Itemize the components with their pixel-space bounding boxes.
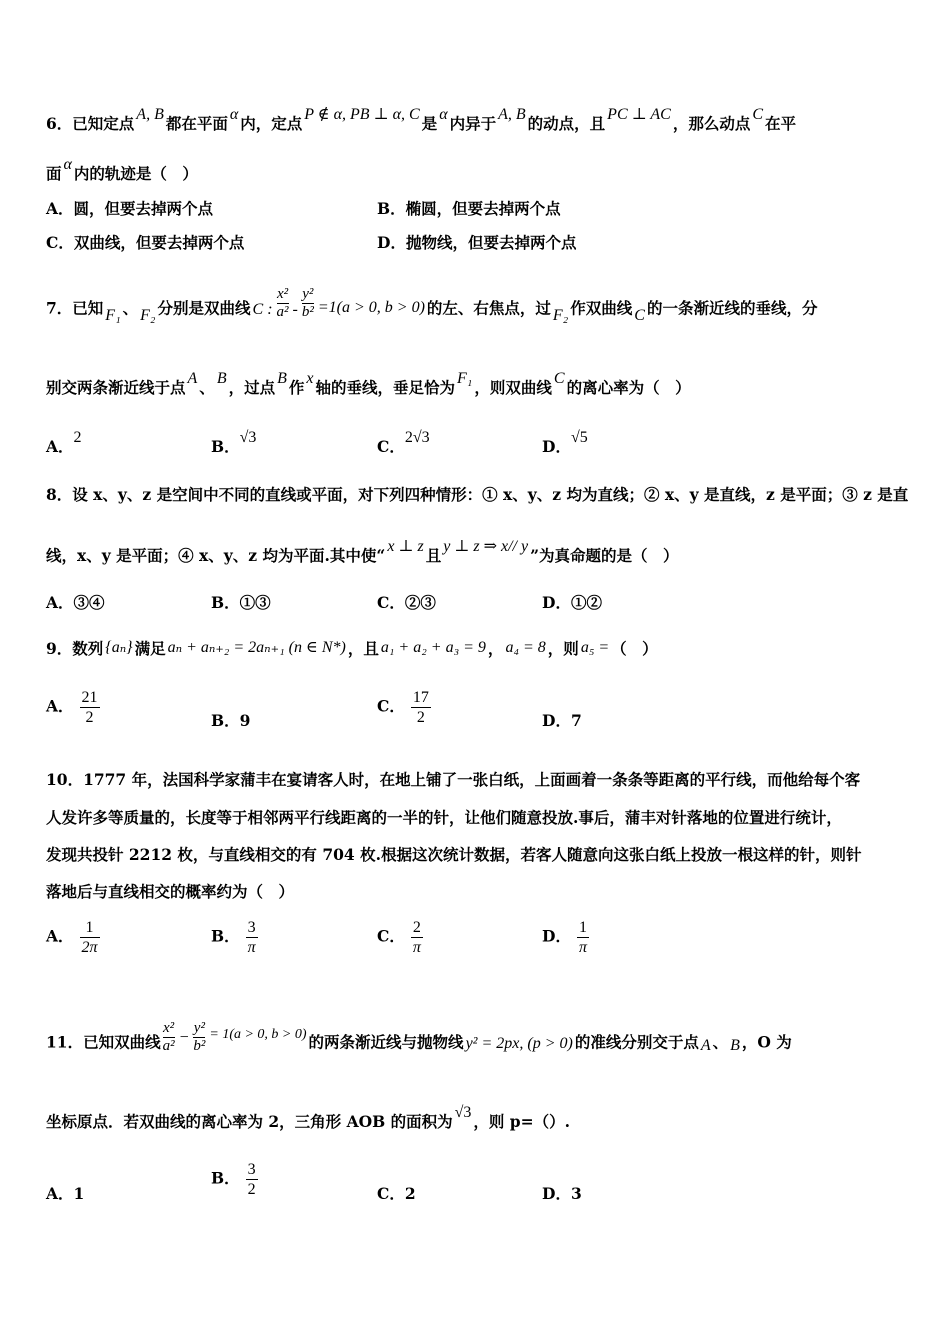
q8-option-b: B．①③	[211, 593, 271, 612]
option-label: A．	[46, 437, 74, 456]
q8-option-d: D．①②	[542, 593, 602, 612]
option-label: C．	[377, 437, 405, 456]
q8-math: x ⊥ z	[387, 538, 424, 555]
q6-text: 在平	[765, 114, 797, 133]
q6-option-c: C．双曲线，但要去掉两个点	[46, 233, 245, 252]
q6-stem-line-1	[46, 106, 910, 135]
q11-denominator: a²	[162, 1038, 175, 1054]
q11-fraction-y	[193, 1020, 205, 1055]
option-label: A．	[46, 696, 74, 716]
q7-stem-line-2	[46, 370, 910, 399]
q6-math: A, B	[498, 106, 526, 123]
option-fraction	[577, 918, 589, 957]
q7-text: 别交两条渐近线于点	[46, 378, 186, 397]
q11-text: 的两条渐近线与抛物线	[308, 1032, 464, 1052]
q6-text: 内的轨迹是（ ）	[73, 164, 198, 183]
q6-math: α	[229, 106, 239, 123]
q7-math: C	[634, 306, 645, 324]
q10-option-c	[377, 918, 423, 957]
q8-text: 线，x、y 是平面；④ x、y、z 均为平面.其中使“	[46, 546, 386, 565]
q9-option-a	[46, 688, 100, 727]
q11-math: B	[730, 1036, 740, 1054]
q9-text: ，且	[347, 639, 379, 658]
option-label: D．	[542, 926, 571, 946]
q7-math: C	[553, 370, 565, 387]
q6-math: α	[439, 106, 448, 123]
denominator: 2	[247, 1181, 256, 1198]
numerator: 1	[578, 919, 587, 936]
q6-stem-line-2	[46, 156, 910, 185]
q6-option-d: D．抛物线，但要去掉两个点	[377, 233, 577, 252]
q6-text: 6．已知定点	[46, 114, 135, 133]
q11-fraction-x	[163, 1020, 175, 1055]
q11-option-a: A．1	[46, 1184, 85, 1203]
q7-math: B	[216, 370, 227, 387]
q7-stem-line-1	[46, 286, 910, 327]
option-fraction	[80, 688, 100, 727]
denominator: π	[578, 939, 587, 956]
q6-math: P ∉ α, PB ⊥ α, C	[304, 106, 420, 123]
option-label: B．	[211, 926, 240, 946]
q10-stem-line-3: 发现共投针 2212 枚，与直线相交的有 704 枚.根据这次统计数据，若客人随意向这张白纸上投放一根这样的针，则针	[46, 845, 862, 864]
numerator: 3	[247, 919, 256, 936]
q9-stem-line-1	[46, 639, 910, 660]
option-fraction	[246, 918, 258, 957]
q7-option-b	[211, 429, 257, 458]
q6-option-b: B．椭圆，但要去掉两个点	[377, 199, 561, 218]
q7-math: F₁	[457, 370, 473, 387]
option-fraction	[411, 688, 431, 727]
option-value: √3	[239, 429, 257, 446]
option-label: C．	[377, 926, 405, 946]
q11-numerator: x²	[163, 1020, 175, 1036]
option-value: √5	[570, 429, 588, 446]
q6-option-a: A．圆，但要去掉两个点	[46, 199, 214, 218]
q11-stem-line-1	[46, 1020, 910, 1061]
denominator: 2π	[81, 939, 98, 956]
q7-text: ，过点	[228, 378, 276, 397]
q7-math: F₂	[140, 306, 156, 324]
q9-text: 满足	[134, 639, 166, 658]
q8-text: 且	[425, 546, 442, 565]
q10-option-b	[211, 918, 258, 957]
option-label: B．	[211, 1168, 240, 1188]
q11-option-c: C．2	[377, 1184, 416, 1203]
q7-math: A	[187, 370, 198, 387]
q11-math: = 1(a > 0, b > 0)	[209, 1026, 307, 1042]
q8-option-a: A．③④	[46, 593, 105, 612]
denominator: π	[247, 939, 256, 956]
q7-text: ，则双曲线	[474, 378, 552, 397]
q7-option-d	[542, 429, 588, 458]
option-value: 2√3	[404, 429, 430, 446]
q7-text: 的离心率为（ ）	[566, 378, 691, 397]
q10-stem-line-2: 人发许多等质量的，长度等于相邻两平行线距离的一半的针，让他们随意投放.事后，蒲丰对针落地的位置进行统计，	[46, 808, 842, 827]
numerator: 1	[85, 919, 94, 936]
q6-text: 都在平面	[165, 114, 228, 133]
q7-math: x	[306, 370, 314, 387]
q7-math: -	[292, 300, 298, 318]
q11-text: ，则 p=（）.	[473, 1112, 571, 1131]
q7-text: 轴的垂线，垂足恰为	[315, 378, 456, 397]
numerator: 21	[81, 689, 98, 706]
q11-stem-line-2	[46, 1104, 910, 1133]
q6-text: 内异于	[449, 114, 497, 133]
q9-text: 9．数列	[46, 639, 104, 658]
q7-text: 作双曲线	[570, 298, 633, 318]
q6-math: C	[752, 106, 764, 123]
q7-denominator: a²	[276, 304, 289, 320]
q8-stem-line-2	[46, 538, 910, 567]
q9-text: （ ）	[611, 639, 658, 658]
q7-option-a	[46, 429, 82, 458]
q9-math: {aₙ}	[105, 639, 133, 656]
option-label: D．	[542, 437, 571, 456]
option-fraction	[80, 918, 100, 957]
q10-option-d	[542, 918, 589, 957]
q8-option-c: C．②③	[377, 593, 436, 612]
q11-option-d: D．3	[542, 1184, 582, 1203]
q9-option-c	[377, 688, 431, 727]
q9-text: ，	[487, 639, 504, 658]
q8-text: ”为真命题的是（ ）	[530, 546, 679, 565]
q11-text: 、	[712, 1032, 729, 1052]
denominator: 2	[416, 709, 425, 726]
q6-text: 面	[46, 164, 62, 183]
q7-text: 的左、右焦点，过	[426, 298, 551, 318]
q11-numerator: y²	[193, 1020, 205, 1036]
q11-math: −	[178, 1028, 190, 1046]
q7-text: 作	[288, 378, 305, 397]
q6-text: 的动点，且	[527, 114, 606, 133]
q9-math: a₅ =	[580, 639, 610, 656]
q6-text: ，那么动点	[672, 114, 751, 133]
q8-stem-line-1: 8．设 x、y、z 是空间中不同的直线或平面，对下列四种情形：① x、y、z 均为直线；② x、y 是直线，z 是平面；③ z 是直	[46, 485, 909, 504]
q10-option-a	[46, 918, 100, 957]
q7-fraction-x	[277, 286, 289, 321]
q11-math: y² = 2px, (p > 0)	[465, 1034, 573, 1052]
numerator: 2	[412, 919, 421, 936]
q11-denominator: b²	[193, 1038, 206, 1054]
q9-option-d: D．7	[542, 711, 582, 730]
q6-text: 是	[421, 114, 438, 133]
q7-text: 7．已知	[46, 298, 104, 318]
q7-math: B	[277, 370, 287, 387]
q11-math: A	[700, 1036, 711, 1054]
numerator: 17	[412, 689, 429, 706]
q8-math: y ⊥ z ⇒ x// y	[443, 538, 529, 555]
q7-text: 、	[199, 378, 215, 397]
q10-stem-line-4: 落地后与直线相交的概率约为（ ）	[46, 882, 295, 901]
q9-math: aₙ + aₙ₊₂ = 2aₙ₊₁ (n ∈ N*)	[167, 639, 346, 656]
q6-math: α	[63, 156, 72, 173]
q11-text: 11．已知双曲线	[46, 1032, 161, 1052]
q11-option-b	[211, 1160, 258, 1199]
option-label: A．	[46, 926, 74, 946]
option-value: 2	[73, 429, 82, 446]
q7-numerator: y²	[302, 286, 314, 302]
q7-text: 分别是双曲线	[157, 298, 251, 318]
option-fraction	[411, 918, 423, 957]
denominator: 2	[85, 709, 94, 726]
q6-text: 内，定点	[240, 114, 303, 133]
q11-text: 的准线分别交于点	[574, 1032, 699, 1052]
q9-math: a₄ = 8	[505, 639, 546, 656]
q7-fraction-y	[302, 286, 314, 321]
q6-math: PC ⊥ AC	[607, 106, 671, 123]
q11-math: √3	[454, 1104, 472, 1121]
q6-math: A, B	[136, 106, 164, 123]
q7-text: 的一条渐近线的垂线，分	[646, 298, 818, 318]
q7-option-c	[377, 429, 430, 458]
q9-option-b: B．9	[211, 711, 251, 730]
q7-math: F₂	[552, 306, 569, 324]
q7-math: C :	[252, 300, 273, 318]
q11-text: 坐标原点．若双曲线的离心率为 2，三角形 AOB 的面积为	[46, 1112, 453, 1131]
option-fraction	[246, 1160, 258, 1199]
denominator: π	[412, 939, 421, 956]
q9-math: a₁ + a₂ + a₃ = 9	[380, 639, 486, 656]
option-label: C．	[377, 696, 405, 716]
q7-numerator: x²	[276, 286, 289, 302]
option-label: B．	[211, 437, 240, 456]
q10-stem-line-1: 10．1777 年，法国科学家蒲丰在宴请客人时，在地上铺了一张白纸，上面画着一条条等距离的平行线，而他给每个客	[46, 770, 861, 789]
q7-text: 、	[122, 298, 139, 318]
q11-text: ，O 为	[741, 1032, 792, 1052]
q7-math: F₁	[105, 306, 121, 324]
numerator: 3	[247, 1161, 256, 1178]
q7-math: =1(a > 0, b > 0)	[317, 298, 425, 316]
q7-denominator: b²	[301, 304, 314, 320]
q9-text: ，则	[547, 639, 579, 658]
